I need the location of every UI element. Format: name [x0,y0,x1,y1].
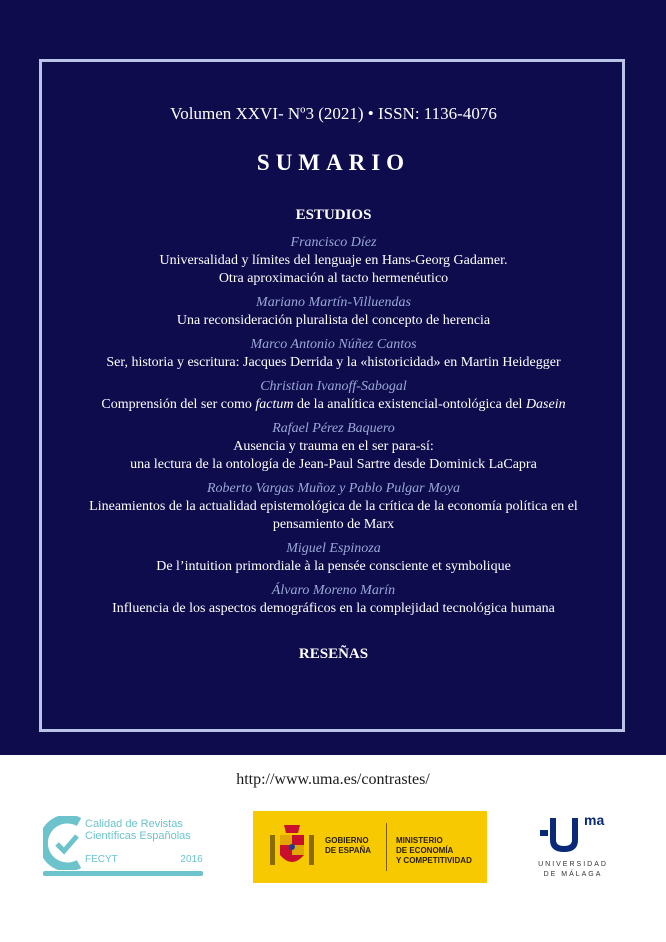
gobierno-line: DE ESPAÑA [325,846,372,855]
fecyt-title [85,818,191,842]
journal-url[interactable]: http://www.uma.es/contrastes/ [236,771,430,788]
title-part-italic: factum [255,397,294,412]
title-part: de la analítica existencial-ontológica del [293,397,526,412]
sumario-heading: SUMARIO [256,150,411,175]
list-item [39,480,628,534]
volume-info: Volumen XXVI- Nº3 (2021) • ISSN: 1136-4076 [170,104,497,123]
uma-name [538,860,608,880]
fecyt-check-icon [43,816,87,870]
article-author: Miguel Espinoza [286,541,381,556]
gobierno-line: GOBIERNO [325,836,369,845]
list-item [39,336,628,372]
fecyt-line: Calidad de Revistas [85,818,183,830]
ministerio-line: Y COMPETITIVIDAD [396,856,472,865]
list-item [39,234,628,288]
list-item [39,378,628,414]
fecyt-line: Científicas Españolas [85,830,191,842]
gobierno-text [325,836,371,856]
gobierno-logo [253,811,487,883]
list-item [39,582,628,618]
article-title-line [39,396,628,414]
fecyt-logo [43,816,208,878]
article-title-line: Ser, historia y escritura: Jacques Derrida y la «historicidad» en Martin Heidegger [106,355,561,370]
article-title-line: pensamiento de Marx [272,517,395,532]
article-title-line: Lineamientos de la actualidad epistemológica de la crítica de la economía política en el [89,499,578,514]
uma-mark-icon [538,810,588,860]
ministerio-line: DE ECONOMÍA [396,846,454,855]
article-author: Rafael Pérez Baquero [272,421,395,436]
resenas-heading: RESEÑAS [298,646,369,662]
article-title-line: De l’intuition primordiale à la pensée consciente et symbolique [156,559,511,574]
uma-logo [532,808,612,888]
article-title-line: Otra aproximación al tacto hermenéutico [218,271,449,286]
article-author: Francisco Díez [290,235,377,250]
list-item [39,540,628,576]
article-title-line: Una reconsideración pluralista del concepto de herencia [176,313,491,328]
coat-of-arms-icon [267,821,317,873]
fecyt-bar [43,871,203,876]
article-author: Marco Antonio Núñez Cantos [250,337,417,352]
article-title-line: Universalidad y límites del lenguaje en Hans-Georg Gadamer. [159,253,508,268]
fecyt-acronym: FECYT [85,854,118,865]
article-author: Roberto Vargas Muñoz y Pablo Pulgar Moya [206,481,460,496]
list-item [39,294,628,330]
ministerio-text [396,836,472,866]
article-title-line: Ausencia y trauma en el ser para-sí: [233,439,434,454]
ministerio-line: MINISTERIO [396,836,443,845]
fecyt-year: 2016 [180,854,203,865]
article-title-line: una lectura de la ontología de Jean-Paul Sartre desde Dominick LaCapra [130,457,537,472]
article-author: Mariano Martín-Villuendas [256,295,411,310]
article-title-line: Influencia de los aspectos demográficos en la complejidad tecnológica humana [112,601,555,616]
uma-line: DE MÁLAGA [543,871,603,878]
fecyt-subtitle [85,854,203,865]
list-item [39,420,628,474]
uma-ma-text: ma [584,812,605,828]
article-author: Álvaro Moreno Marín [271,583,396,598]
title-part-italic: Dasein [525,397,566,412]
gobierno-divider [386,823,387,871]
title-part: Comprensión del ser como [101,397,256,412]
estudios-heading: ESTUDIOS [295,207,372,223]
article-author: Christian Ivanoff-Sabogal [260,379,407,394]
uma-line: UNIVERSIDAD [538,861,608,868]
article-list [39,234,628,624]
